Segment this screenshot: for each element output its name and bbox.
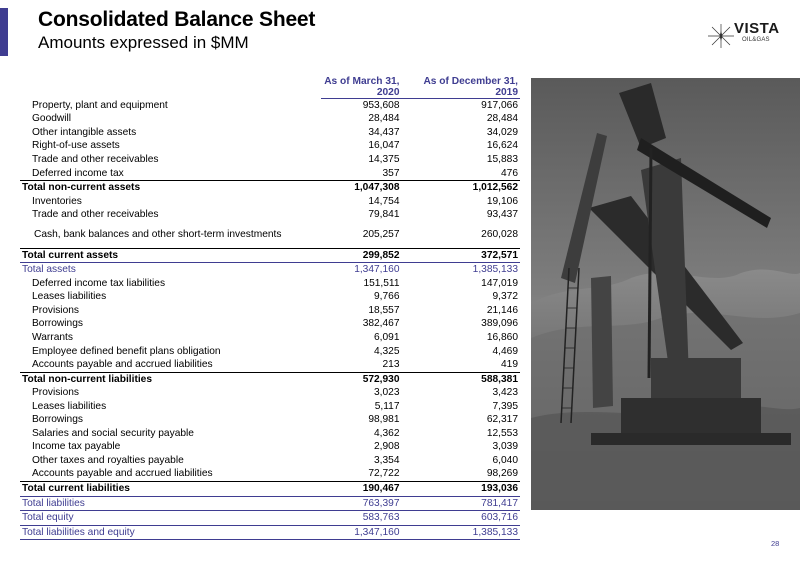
- page-number: 28: [771, 539, 780, 548]
- row-label: Total current liabilities: [20, 482, 321, 497]
- value-december-2019: 16,860: [486, 331, 518, 343]
- table-row: [20, 386, 520, 400]
- table-row: [20, 181, 520, 195]
- table-row: [20, 304, 520, 318]
- value-march-2020: 213: [382, 359, 400, 371]
- value-december-2019: 21,146: [486, 304, 518, 316]
- value-march-2020: 9,766: [374, 291, 400, 303]
- value-december-2019: 419: [501, 359, 518, 371]
- value-march-2020: 953,608: [362, 99, 400, 111]
- value-march-2020: 5,117: [374, 400, 400, 412]
- value-december-2019: 781,417: [402, 496, 520, 511]
- value-december-2019: 62,317: [486, 414, 518, 426]
- value-december-2019: 147,019: [481, 277, 518, 289]
- row-label: Total liabilities: [20, 496, 321, 511]
- table-row: [20, 126, 520, 140]
- value-march-2020: 357: [382, 167, 400, 179]
- value-december-2019: 9,372: [492, 291, 518, 303]
- row-label: Provisions: [32, 304, 79, 316]
- table-row: [20, 345, 520, 359]
- table-row: [20, 291, 520, 305]
- row-label: Total equity: [20, 511, 321, 526]
- table-row: [20, 468, 520, 482]
- value-march-2020: 151,511: [363, 277, 400, 289]
- row-label: Trade and other receivables: [32, 209, 159, 221]
- value-march-2020: 1,347,160: [321, 263, 401, 277]
- value-march-2020: 14,375: [368, 153, 400, 165]
- row-label: Total current assets: [20, 248, 321, 263]
- table-row: [20, 413, 520, 427]
- row-label: Total liabilities and equity: [20, 525, 321, 540]
- value-december-2019: 1,385,133: [402, 525, 520, 540]
- value-march-2020: 1,047,308: [321, 181, 401, 195]
- row-label: Other taxes and royalties payable: [32, 454, 184, 466]
- table-row: [20, 248, 520, 263]
- row-label: Inventories: [32, 195, 82, 207]
- table-body: [20, 99, 520, 540]
- table-row: [20, 318, 520, 332]
- value-december-2019: 1,012,562: [402, 181, 520, 195]
- table-row: [20, 525, 520, 540]
- value-december-2019: 476: [501, 167, 518, 179]
- star-logo-icon: [706, 22, 736, 50]
- value-december-2019: 603,716: [402, 511, 520, 526]
- value-december-2019: 3,039: [492, 441, 518, 453]
- header-december-2019: As of December 31, 2019: [402, 76, 520, 99]
- row-label: Total non-current assets: [20, 181, 321, 195]
- value-march-2020: 4,325: [374, 345, 400, 357]
- value-march-2020: 382,467: [362, 318, 400, 330]
- vista-logo: [706, 20, 780, 52]
- table-row: [20, 113, 520, 127]
- pumpjack-photo: [531, 78, 800, 510]
- value-march-2020: 34,437: [368, 126, 400, 138]
- row-label: Provisions: [32, 387, 79, 399]
- value-december-2019: 260,028: [481, 228, 518, 240]
- value-march-2020: 572,930: [321, 372, 401, 386]
- row-label: Goodwill: [32, 113, 72, 125]
- table-row: [20, 496, 520, 511]
- value-march-2020: 79,841: [368, 209, 400, 221]
- row-label: Other intangible assets: [32, 126, 137, 138]
- row-label: Leases liabilities: [32, 291, 107, 303]
- table-row: [20, 454, 520, 468]
- value-march-2020: 18,557: [368, 304, 400, 316]
- table-row: [20, 208, 520, 222]
- row-label: Property, plant and equipment: [32, 99, 168, 111]
- table-row: [20, 263, 520, 277]
- table-row: [20, 441, 520, 455]
- value-december-2019: 917,066: [481, 99, 518, 111]
- value-march-2020: 2,908: [374, 441, 400, 453]
- table-row: [20, 277, 520, 291]
- row-label: Accounts payable and accrued liabilities: [32, 359, 213, 371]
- row-label: Warrants: [32, 331, 73, 343]
- row-label: Total assets: [20, 263, 321, 277]
- value-december-2019: 372,571: [402, 248, 520, 263]
- table-row: [20, 331, 520, 345]
- value-december-2019: 19,106: [486, 195, 518, 207]
- value-march-2020: 205,257: [362, 228, 400, 240]
- accent-bar: [0, 8, 8, 56]
- table-row: [20, 372, 520, 386]
- value-december-2019: 12,553: [486, 427, 518, 439]
- logo-word: VISTA: [734, 20, 780, 37]
- table-row: [20, 167, 520, 181]
- table-row: [20, 140, 520, 154]
- value-march-2020: 299,852: [321, 248, 401, 263]
- page-subtitle: Amounts expressed in $MM: [38, 33, 249, 52]
- value-december-2019: 15,883: [486, 153, 518, 165]
- row-label: Total non-current liabilities: [20, 372, 321, 386]
- value-march-2020: 583,763: [321, 511, 401, 526]
- row-label: Borrowings: [32, 318, 83, 330]
- row-label: Salaries and social security payable: [32, 427, 194, 439]
- value-december-2019: 3,423: [492, 387, 518, 399]
- row-label: Accounts payable and accrued liabilities: [32, 468, 213, 480]
- value-march-2020: 6,091: [374, 331, 400, 343]
- row-label: Cash, bank balances and other short-term investments: [34, 228, 282, 240]
- value-december-2019: 7,395: [492, 400, 518, 412]
- value-march-2020: 14,754: [368, 195, 400, 207]
- table-row: [20, 195, 520, 209]
- table-row: [20, 511, 520, 526]
- table-header-row: [20, 76, 520, 99]
- value-march-2020: 98,981: [368, 414, 400, 426]
- table-row: [20, 99, 520, 113]
- table-row: [20, 482, 520, 497]
- value-december-2019: 193,036: [402, 482, 520, 497]
- table-row: [20, 153, 520, 167]
- header-march-2020: As of March 31, 2020: [321, 76, 401, 99]
- value-march-2020: 28,484: [368, 113, 400, 125]
- row-label: Income tax payable: [32, 441, 121, 453]
- page-title: Consolidated Balance Sheet: [38, 8, 316, 31]
- row-label: Deferred income tax: [32, 167, 124, 179]
- value-december-2019: 34,029: [486, 126, 518, 138]
- value-december-2019: 16,624: [486, 140, 518, 152]
- value-march-2020: 72,722: [368, 468, 400, 480]
- value-december-2019: 4,469: [492, 345, 518, 357]
- row-label: Right-of-use assets: [32, 140, 120, 152]
- value-december-2019: 28,484: [486, 113, 518, 125]
- value-december-2019: 1,385,133: [402, 263, 520, 277]
- value-march-2020: 3,354: [374, 454, 400, 466]
- row-label: Trade and other receivables: [32, 153, 159, 165]
- table-row: [20, 222, 520, 249]
- value-march-2020: 190,467: [321, 482, 401, 497]
- value-december-2019: 588,381: [402, 372, 520, 386]
- row-label: Leases liabilities: [32, 400, 107, 412]
- value-december-2019: 389,096: [481, 318, 518, 330]
- value-march-2020: 16,047: [368, 140, 400, 152]
- header-blank: [20, 76, 321, 99]
- table-row: [20, 358, 520, 372]
- table-row: [20, 400, 520, 414]
- table-row: [20, 427, 520, 441]
- value-march-2020: 3,023: [374, 387, 400, 399]
- value-december-2019: 93,437: [486, 209, 518, 221]
- balance-sheet-table: [20, 76, 520, 540]
- value-december-2019: 6,040: [492, 454, 518, 466]
- row-label: Borrowings: [32, 414, 83, 426]
- value-march-2020: 1,347,160: [321, 525, 401, 540]
- row-label: Employee defined benefit plans obligation: [32, 345, 221, 357]
- row-label: Deferred income tax liabilities: [32, 277, 166, 289]
- value-march-2020: 763,397: [321, 496, 401, 511]
- value-march-2020: 4,362: [374, 427, 400, 439]
- value-december-2019: 98,269: [486, 468, 518, 480]
- logo-subword: OIL&GAS: [742, 37, 770, 43]
